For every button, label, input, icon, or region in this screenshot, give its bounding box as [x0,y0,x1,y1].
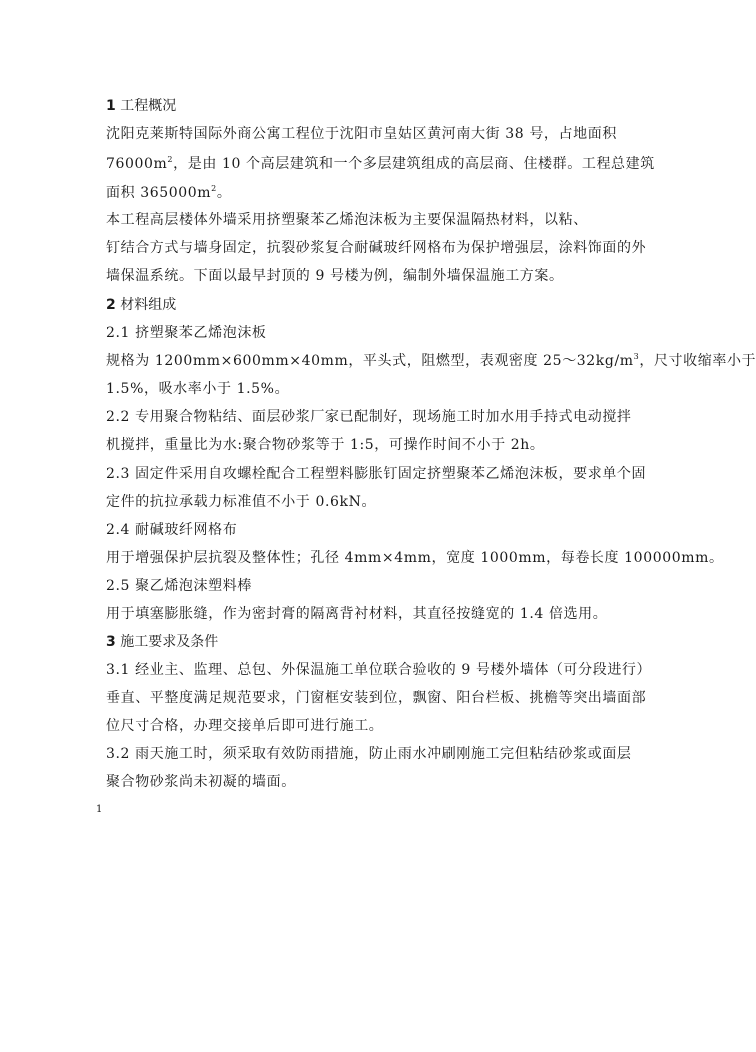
paragraph-line: 聚合物砂浆尚未初凝的墙面。 [106,774,296,790]
subsection-title: 2.1 挤塑聚苯乙烯泡沫板 [106,325,267,341]
section-title: 工程概况 [120,98,177,114]
paragraph-line: 1.5%，吸水率小于 1.5%。 [106,381,290,397]
paragraph-line: 3.2 雨天施工时，须采取有效防雨措施，防止雨水冲刷刚施工完但粘结砂浆或面层 [106,746,632,762]
paragraph-line: 2.2 专用聚合物粘结、面层砂浆厂家已配制好，现场施工时加水用手持式电动搅拌 [106,409,632,425]
superscript: 2 [211,184,217,193]
page-number: 1 [96,804,103,815]
section-number: 1 [106,98,116,114]
section-title: 材料组成 [120,297,177,313]
paragraph-line: 墙保温系统。下面以最早封顶的 9 号楼为例，编制外墙保温施工方案。 [106,268,564,284]
subsection-title: 2.4 耐碱玻纤网格布 [106,522,238,538]
section-heading-3 [106,632,218,652]
section-heading-1 [106,96,176,116]
superscript: 3 [633,352,640,361]
text-run: 。 [216,185,232,201]
text-run: 76000m [106,156,168,172]
paragraph-line: 2.3 固定件采用自攻螺栓配合工程塑料膨胀钉固定挤塑聚苯乙烯泡沫板，要求单个固 [106,466,647,482]
paragraph-line: 机搅拌，重量比为水:聚合物砂浆等于 1:5，可操作时间不小于 2h。 [106,437,545,453]
subsection-title: 2.5 聚乙烯泡沫塑料棒 [106,578,252,594]
text-run: ，是由 10 个高层建筑和一个多层建筑组成的高层商、住楼群。工程总建筑 [173,156,655,172]
paragraph-line: 沈阳克莱斯特国际外商公寓工程位于沈阳市皇姑区黄河南大街 38 号，占地面积 [106,126,617,142]
section-number: 2 [106,297,116,313]
paragraph-line: 垂直、平整度满足规范要求，门窗框安装到位，飘窗、阳台栏板、挑檐等突出墙面部 [106,690,647,706]
section-number: 3 [106,634,116,650]
paragraph-line: 用于增强保护层抗裂及整体性；孔径 4mm×4mm，宽度 1000mm，每卷长度 100000mm。 [106,550,724,566]
paragraph-line: 用于填塞膨胀缝，作为密封膏的隔离背衬材料，其直径按缝宽的 1.4 倍选用。 [106,606,608,622]
text-run: 规格为 1200mm×600mm×40mm，平头式，阻燃型，表观密度 25～32kg/m [106,353,634,369]
text-run: 面积 365000m [106,185,212,201]
text-run: ，尺寸收缩率小于 [639,353,756,369]
paragraph-line: 位尺寸合格，办理交接单后即可进行施工。 [106,718,384,734]
superscript: 2 [167,155,174,164]
section-heading-2 [106,295,176,315]
paragraph-line [106,351,756,371]
paragraph-line: 定件的抗拉承载力标准值不小于 0.6kN。 [106,494,377,510]
section-title: 施工要求及条件 [120,634,219,650]
paragraph-line [106,183,231,203]
paragraph-line: 3.1 经业主、监理、总包、外保温施工单位联合验收的 9 号楼外墙体（可分段进行） [106,662,652,678]
paragraph-line: 钉结合方式与墙身固定，抗裂砂浆复合耐碱玻纤网格布为保护增强层，涂料饰面的外 [106,240,647,256]
paragraph-line [106,154,655,174]
paragraph-line: 本工程高层楼体外墙采用挤塑聚苯乙烯泡沫板为主要保温隔热材料，以粘、 [106,212,588,228]
